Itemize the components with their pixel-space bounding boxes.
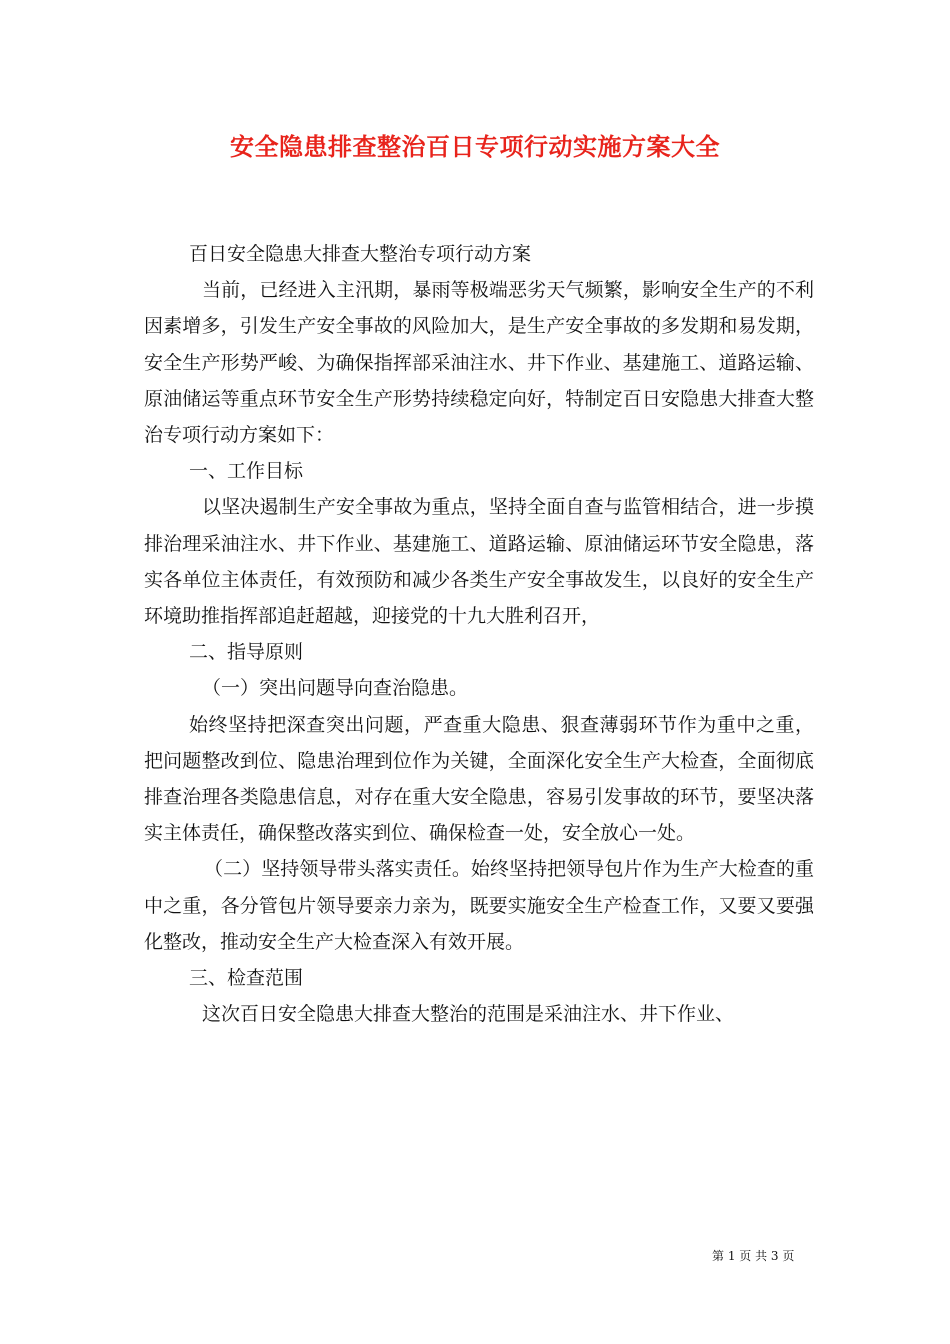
- principle-one-paragraph: 始终坚持把深查突出问题，严查重大隐患、狠查薄弱环节作为重中之重，把问题整改到位、隐患治理到位作为关键，全面深化安全生产大检查，全面彻底排查治理各类隐患信息，对存在重大安全隐患，容易引发事故的环节，要坚决落实主体责任，确保整改落实到位、确保检查一处，安全放心一处。: [144, 713, 814, 845]
- principle-one-heading: （一）突出问题导向查治隐患。: [202, 677, 469, 700]
- page-number-footer: 第 1 页 共 3 页: [712, 1249, 795, 1263]
- principle-two-paragraph: （二）坚持领导带头落实责任。始终坚持把领导包片作为生产大检查的重中之重，各分管包片领导要亲力亲为，既要实施安全生产检查工作，又要又要强化整改，推动安全生产大检查深入有效开展。: [144, 858, 814, 953]
- intro-paragraph: 当前，已经进入主汛期，暴雨等极端恶劣天气频繁，影响安全生产的不利因素增多，引发生产安全事故的风险加大，是生产安全事故的多发期和易发期，安全生产形势严峻、为确保指挥部采油注水、井下作业、基建施工、道路运输、原油储运等重点环节安全生产形势持续稳定向好，特制定百日安隐患大排查大整治专项行动方案如下：: [144, 279, 814, 447]
- section-heading-goals: 一、工作目标: [189, 460, 304, 483]
- scope-paragraph: 这次百日安全隐患大排查大整治的范围是采油注水、井下作业、: [202, 1003, 735, 1026]
- document-body: [144, 236, 814, 1032]
- section-heading-scope: 三、检查范围: [189, 967, 304, 990]
- subtitle-paragraph: 百日安全隐患大排查大整治专项行动方案: [189, 243, 532, 265]
- document-title: 安全隐患排查整治百日专项行动实施方案大全: [230, 132, 720, 161]
- goals-paragraph: 以坚决遏制生产安全事故为重点，坚持全面自查与监管相结合，进一步摸排治理采油注水、井下作业、基建施工、道路运输、原油储运环节安全隐患，落实各单位主体责任，有效预防和减少各类生产安全事故发生，以良好的安全生产环境助推指挥部追赶超越，迎接党的十九大胜利召开，: [144, 496, 814, 628]
- section-heading-principles: 二、指导原则: [189, 641, 304, 664]
